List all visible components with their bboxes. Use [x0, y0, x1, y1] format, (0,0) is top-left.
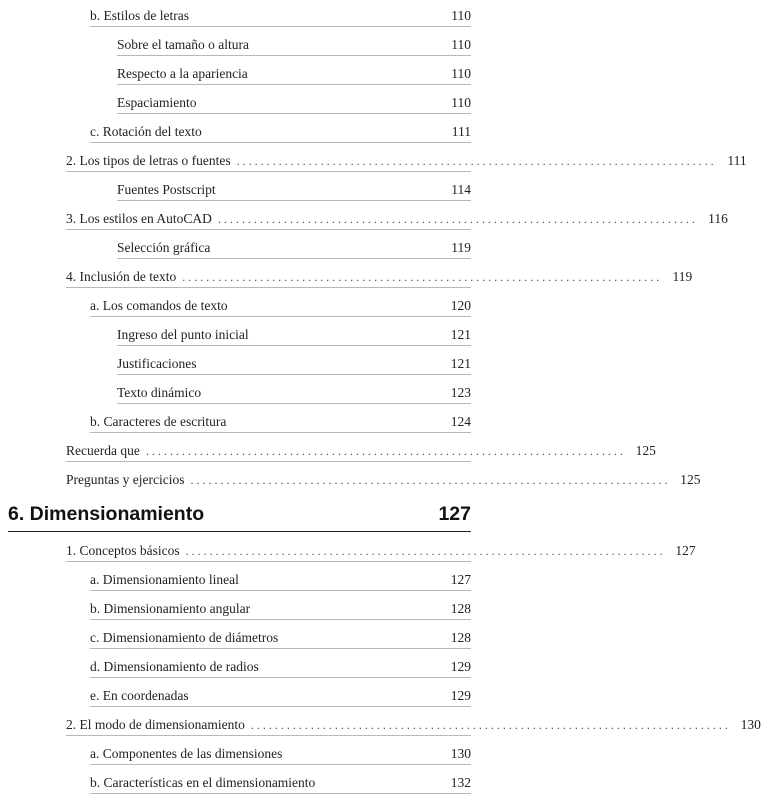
dot-leader: ................................................................................ — [236, 154, 717, 168]
toc-entry-page-number: 110 — [451, 95, 471, 110]
toc-entry — [66, 267, 693, 288]
toc-entry-label: b. Dimensionamiento angular — [90, 601, 251, 616]
toc-entry — [90, 599, 471, 620]
toc-entry-label: Texto dinámico — [117, 385, 202, 400]
toc-entry — [90, 6, 471, 27]
toc-entry-label: b. Características en el dimensionamiento — [90, 775, 316, 790]
toc-entry-label: Sobre el tamaño o altura — [117, 37, 249, 52]
toc-entry-page-number: 130 — [450, 746, 471, 761]
toc-entry-label: Respecto a la apariencia — [117, 66, 248, 81]
toc-entry — [117, 93, 471, 114]
toc-entry-label: Recuerda que — [66, 443, 140, 458]
toc-entry-label: Selección gráfica — [117, 240, 211, 255]
toc-entry-label: b. Caracteres de escritura — [90, 414, 227, 429]
toc-entry — [66, 151, 747, 172]
toc-entry-page-number: 125 — [635, 443, 656, 458]
toc-entry-label: Ingreso del punto inicial — [117, 327, 249, 342]
toc-entry-label: c. Rotación del texto — [90, 124, 202, 139]
toc-entry-page-number: 119 — [451, 240, 471, 255]
toc-entry-page-number: 110 — [451, 37, 471, 52]
toc-entry-label: b. Estilos de letras — [90, 8, 189, 23]
toc-entry-page-number: 130 — [740, 717, 761, 732]
toc-entry — [66, 441, 656, 462]
toc-entry — [117, 325, 471, 346]
dot-leader: ................................................................................ — [217, 212, 698, 226]
toc-entry-page-number: 124 — [450, 414, 471, 429]
toc-entry-label: 1. Conceptos básicos — [66, 543, 180, 558]
chapter-heading — [8, 503, 471, 532]
toc-entry-page-number: 111 — [451, 124, 471, 139]
toc-entry-page-number: 111 — [727, 153, 747, 168]
toc-entry — [90, 773, 471, 794]
toc-entry-label: Preguntas y ejercicios — [66, 472, 185, 487]
toc-entry-page-number: 129 — [450, 688, 471, 703]
dot-leader: ................................................................................ — [185, 544, 666, 558]
dot-leader: ................................................................................ — [250, 718, 731, 732]
toc-entry — [66, 470, 701, 490]
toc-entry-label: e. En coordenadas — [90, 688, 189, 703]
toc-entry-page-number: 127 — [675, 543, 696, 558]
toc-entry-page-number: 120 — [450, 298, 471, 313]
toc-entry-page-number: 114 — [451, 182, 471, 197]
toc-entry-label: 4. Inclusión de texto — [66, 269, 177, 284]
toc-entry-page-number: 129 — [450, 659, 471, 674]
toc-entry-page-number: 127 — [450, 572, 471, 587]
toc-entry-page-number: 121 — [450, 327, 471, 342]
toc-entry-label: a. Dimensionamiento lineal — [90, 572, 239, 587]
toc-entry — [90, 122, 471, 143]
toc-entry-page-number: 110 — [451, 8, 471, 23]
toc-entry — [90, 296, 471, 317]
toc-entry-page-number: 116 — [708, 211, 728, 226]
toc-entry-label: Justificaciones — [117, 356, 197, 371]
dot-leader: ................................................................................ — [190, 473, 671, 487]
toc-entry-page-number: 128 — [450, 630, 471, 645]
toc-entry-label: 2. Los tipos de letras o fuentes — [66, 153, 231, 168]
toc-entry — [117, 64, 471, 85]
toc-entry — [90, 570, 471, 591]
toc-entry — [66, 715, 761, 736]
toc-entry — [90, 744, 471, 765]
toc-entry-page-number: 123 — [450, 385, 471, 400]
toc-entry-label: Fuentes Postscript — [117, 182, 216, 197]
toc-entry — [117, 35, 471, 56]
toc-entry-label: 2. El modo de dimensionamiento — [66, 717, 245, 732]
toc-entry — [117, 354, 471, 375]
toc-entry — [117, 238, 471, 259]
toc-entry — [117, 383, 471, 404]
dot-leader: ................................................................................ — [145, 444, 626, 458]
chapter-title: 6. Dimensionamiento — [8, 503, 205, 525]
toc-entry-label: a. Componentes de las dimensiones — [90, 746, 283, 761]
toc-entry-page-number: 119 — [672, 269, 693, 284]
chapter-page-number: 127 — [438, 503, 471, 525]
toc-entry-page-number: 125 — [680, 472, 701, 487]
toc-entry — [66, 209, 728, 230]
toc-entry-label: a. Los comandos de texto — [90, 298, 228, 313]
toc-entry-page-number: 128 — [450, 601, 471, 616]
toc-entry-label: 3. Los estilos en AutoCAD — [66, 211, 212, 226]
toc-entry-label: Espaciamiento — [117, 95, 197, 110]
toc-entry-label: c. Dimensionamiento de diámetros — [90, 630, 279, 645]
toc-entry — [90, 686, 471, 707]
toc-entry-page-number: 110 — [451, 66, 471, 81]
toc-entry — [90, 657, 471, 678]
toc-entry-label: d. Dimensionamiento de radios — [90, 659, 259, 674]
toc-entry — [90, 412, 471, 433]
toc-entry-page-number: 121 — [450, 356, 471, 371]
dot-leader: ................................................................................ — [182, 270, 663, 284]
toc-entry — [66, 541, 696, 562]
toc-entry-page-number: 132 — [450, 775, 471, 790]
toc-entry — [117, 180, 471, 201]
toc-entry — [90, 628, 471, 649]
